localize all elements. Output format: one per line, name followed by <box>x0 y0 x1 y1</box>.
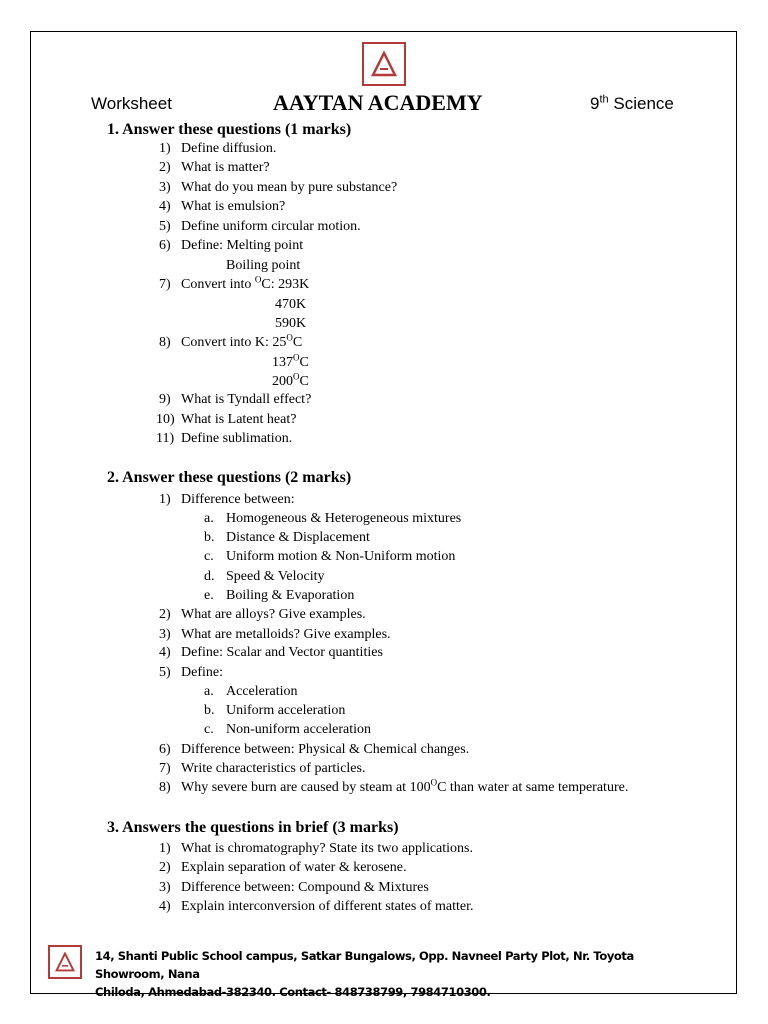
list-item: 6) Difference between: Physical & Chemical changes. <box>159 742 470 757</box>
list-item: 3) Difference between: Compound & Mixtures <box>159 880 429 895</box>
list-item: 2) What is matter? <box>159 160 270 175</box>
sub-list-item: a. Acceleration <box>204 684 298 699</box>
section-2-title: 2. Answer these questions (2 marks) <box>107 469 352 486</box>
section-3-title: 3. Answers the questions in brief (3 marks) <box>107 819 399 836</box>
sub-list-item: c. Uniform motion & Non-Uniform motion <box>204 549 456 564</box>
sub-list-item: e. Boiling & Evaporation <box>204 588 355 603</box>
list-item-continuation: $200^OC$ <box>272 371 309 389</box>
list-item-continuation: 470K <box>275 297 307 312</box>
delta-icon <box>55 952 75 972</box>
list-item: 9) What is Tyndall effect? <box>159 392 312 407</box>
sub-list-item: a. Homogeneous & Heterogeneous mixtures <box>204 511 462 526</box>
list-item-continuation: Boiling point <box>226 258 301 273</box>
list-item: 10) What is Latent heat? <box>156 412 297 427</box>
list-item: 6) Define: Melting point <box>159 238 304 253</box>
list-item: 4) Define: Scalar and Vector quantities <box>159 645 383 660</box>
list-item: 11) Define sublimation. <box>156 431 293 446</box>
academy-logo <box>362 42 406 86</box>
list-item: 3) What are metalloids? Give examples. <box>159 627 391 642</box>
list-item: 4) Explain interconversion of different states of matter. <box>159 899 474 914</box>
sub-list-item: c. Non-uniform acceleration <box>204 722 371 737</box>
worksheet-label: Worksheet <box>91 94 172 113</box>
footer-line-2: Chiloda, Ahmedabad-382340. Contact- 848738799, 7984710300. <box>95 985 491 999</box>
list-item: 1) Difference between: <box>159 492 295 507</box>
sub-list-item: b. Uniform acceleration <box>204 703 346 718</box>
list-item: 1) Define diffusion. <box>159 141 277 156</box>
academy-title: AAYTAN ACADEMY <box>273 90 483 115</box>
list-item: 4) What is emulsion? <box>159 199 286 214</box>
list-item-continuation: 590K <box>275 316 307 331</box>
sub-list-item: d. Speed & Velocity <box>204 569 325 584</box>
list-item: 8) Convert into K: $25^OC$ <box>159 332 303 350</box>
class-label: 9th Science <box>590 93 674 113</box>
footer-logo <box>48 945 82 979</box>
list-item: 3) What do you mean by pure substance? <box>159 180 398 195</box>
list-item: 2) Explain separation of water & kerosene. <box>159 860 407 875</box>
list-item: 7) Convert into $^O$C: 293K <box>159 274 310 292</box>
list-item: 1) What is chromatography? State its two applications. <box>159 841 473 856</box>
delta-icon <box>371 51 397 77</box>
list-item-continuation: $137^OC$ <box>272 352 309 370</box>
section-1-title: 1. Answer these questions (1 marks) <box>107 121 352 138</box>
footer-address <box>95 947 695 1001</box>
list-item: 2) What are alloys? Give examples. <box>159 607 366 622</box>
sub-list-item: b. Distance & Displacement <box>204 530 370 545</box>
list-item: 5) Define uniform circular motion. <box>159 219 361 234</box>
list-item: 5) Define: <box>159 665 223 680</box>
footer-line-1: 14, Shanti Public School campus, Satkar Bungalows, Opp. Navneel Party Plot, Nr. Toyota Showroom, Nana <box>95 949 634 981</box>
list-item: 7) Write characteristics of particles. <box>159 761 366 776</box>
list-item: 8) Why severe burn are caused by steam at $100^OC$ than water at same temperature. <box>159 777 629 795</box>
